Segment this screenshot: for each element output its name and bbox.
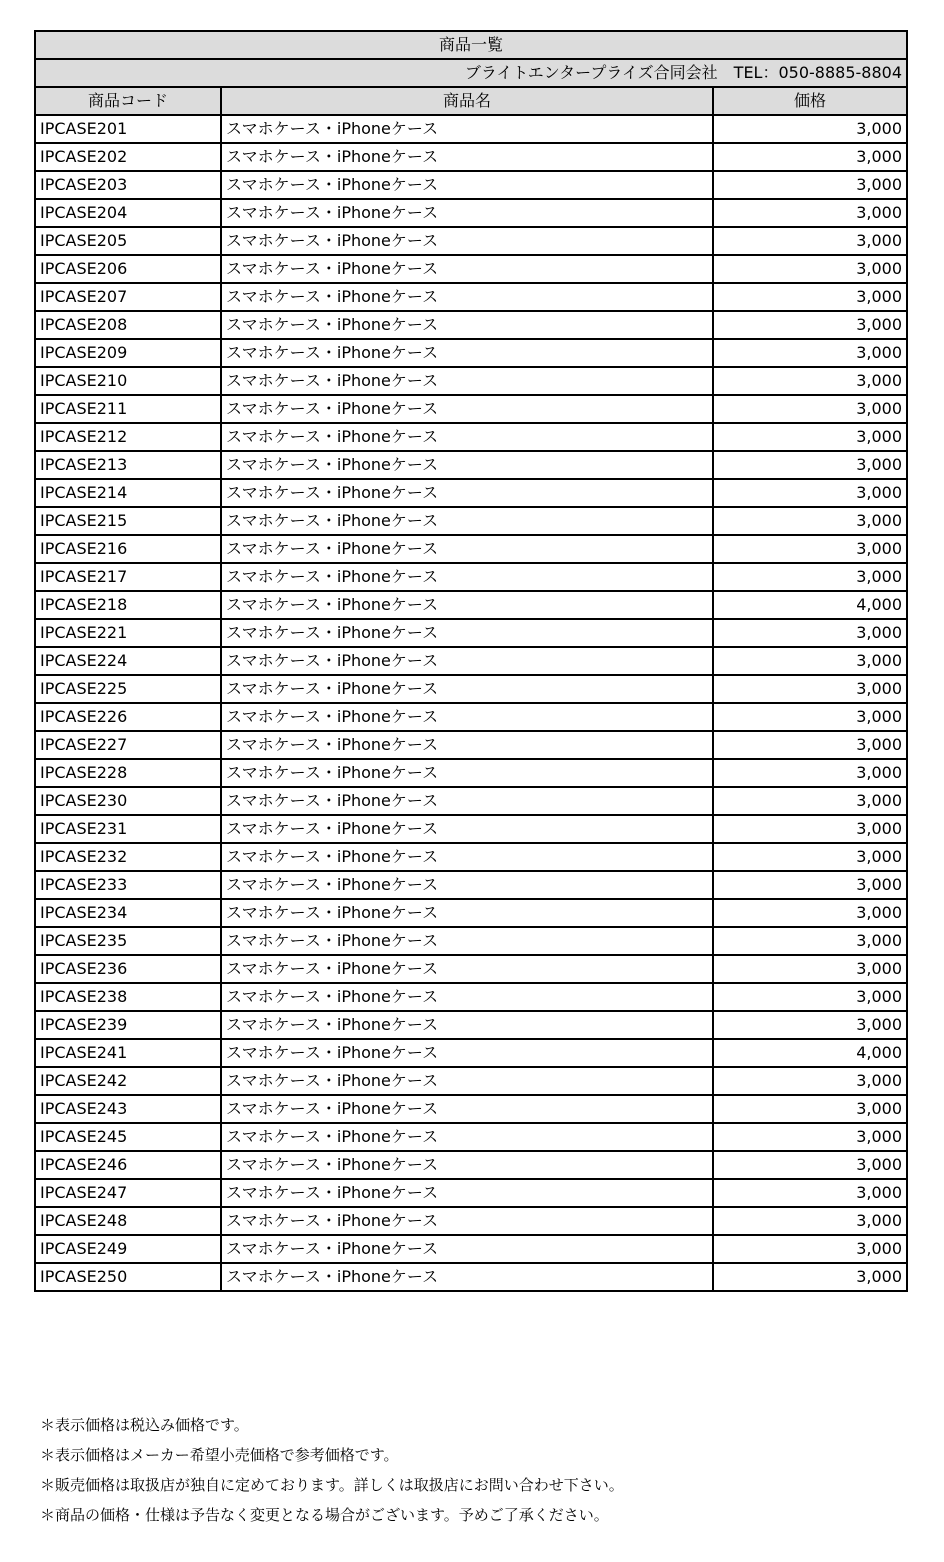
- price-cell: 3,000: [713, 675, 907, 703]
- table-row: [35, 955, 907, 983]
- table-row: [35, 311, 907, 339]
- price-cell: 3,000: [713, 1263, 907, 1291]
- product-name-cell: スマホケース・iPhoneケース: [221, 787, 713, 815]
- price-cell: 4,000: [713, 591, 907, 619]
- price-cell: 3,000: [713, 535, 907, 563]
- product-name-cell: スマホケース・iPhoneケース: [221, 115, 713, 143]
- table-row: [35, 255, 907, 283]
- table-row: [35, 647, 907, 675]
- product-code-cell: IPCASE227: [35, 731, 221, 759]
- product-code-cell: IPCASE242: [35, 1067, 221, 1095]
- table-row: [35, 703, 907, 731]
- note-text: ＊表示価格はメーカー希望小売価格で参考価格です。: [40, 1446, 399, 1464]
- table-row: [35, 367, 907, 395]
- product-code-cell: IPCASE248: [35, 1207, 221, 1235]
- product-name-cell: スマホケース・iPhoneケース: [221, 1263, 713, 1291]
- company-info: ブライトエンタープライズ合同会社 TEL：050-8885-8804: [35, 59, 907, 87]
- product-code-cell: IPCASE250: [35, 1263, 221, 1291]
- product-name-cell: スマホケース・iPhoneケース: [221, 367, 713, 395]
- price-cell: 3,000: [713, 423, 907, 451]
- table-row: [35, 983, 907, 1011]
- table-row: [35, 759, 907, 787]
- header-name: 商品名: [221, 87, 713, 115]
- table-row: [35, 1207, 907, 1235]
- product-name-cell: スマホケース・iPhoneケース: [221, 1123, 713, 1151]
- price-cell: 3,000: [713, 1235, 907, 1263]
- table-row: [35, 1123, 907, 1151]
- table-row: [35, 507, 907, 535]
- table-row: [35, 1235, 907, 1263]
- price-cell: 3,000: [713, 1207, 907, 1235]
- table-row: [35, 451, 907, 479]
- product-name-cell: スマホケース・iPhoneケース: [221, 1067, 713, 1095]
- product-code-cell: IPCASE210: [35, 367, 221, 395]
- notes-section: [40, 1410, 624, 1530]
- product-name-cell: スマホケース・iPhoneケース: [221, 871, 713, 899]
- product-code-cell: IPCASE230: [35, 787, 221, 815]
- price-cell: 3,000: [713, 1179, 907, 1207]
- product-code-cell: IPCASE236: [35, 955, 221, 983]
- product-name-cell: スマホケース・iPhoneケース: [221, 927, 713, 955]
- price-cell: 3,000: [713, 227, 907, 255]
- table-row: [35, 1067, 907, 1095]
- product-code-cell: IPCASE239: [35, 1011, 221, 1039]
- table-row: [35, 843, 907, 871]
- product-code-cell: IPCASE245: [35, 1123, 221, 1151]
- price-cell: 3,000: [713, 843, 907, 871]
- product-code-cell: IPCASE209: [35, 339, 221, 367]
- product-name-cell: スマホケース・iPhoneケース: [221, 983, 713, 1011]
- product-code-cell: IPCASE235: [35, 927, 221, 955]
- product-code-cell: IPCASE246: [35, 1151, 221, 1179]
- product-code-cell: IPCASE232: [35, 843, 221, 871]
- price-cell: 3,000: [713, 1151, 907, 1179]
- table-row: [35, 591, 907, 619]
- table-row: [35, 815, 907, 843]
- table-row: [35, 927, 907, 955]
- product-name-cell: スマホケース・iPhoneケース: [221, 507, 713, 535]
- table-row: [35, 1039, 907, 1067]
- table-title: 商品一覧: [35, 31, 907, 59]
- product-code-cell: IPCASE218: [35, 591, 221, 619]
- product-code-cell: IPCASE213: [35, 451, 221, 479]
- product-code-cell: IPCASE212: [35, 423, 221, 451]
- product-name-cell: スマホケース・iPhoneケース: [221, 395, 713, 423]
- product-name-cell: スマホケース・iPhoneケース: [221, 563, 713, 591]
- price-cell: 3,000: [713, 731, 907, 759]
- product-name-cell: スマホケース・iPhoneケース: [221, 1179, 713, 1207]
- table-row: [35, 283, 907, 311]
- table-row: [35, 199, 907, 227]
- company-row: [35, 59, 907, 87]
- table-row: [35, 395, 907, 423]
- table-row: [35, 563, 907, 591]
- product-name-cell: スマホケース・iPhoneケース: [221, 731, 713, 759]
- product-code-cell: IPCASE241: [35, 1039, 221, 1067]
- table-row: [35, 899, 907, 927]
- table-row: [35, 1151, 907, 1179]
- product-code-cell: IPCASE207: [35, 283, 221, 311]
- product-name-cell: スマホケース・iPhoneケース: [221, 535, 713, 563]
- product-name-cell: スマホケース・iPhoneケース: [221, 451, 713, 479]
- product-name-cell: スマホケース・iPhoneケース: [221, 255, 713, 283]
- product-name-cell: スマホケース・iPhoneケース: [221, 619, 713, 647]
- price-cell: 3,000: [713, 451, 907, 479]
- note-text: ＊表示価格は税込み価格です。: [40, 1416, 249, 1434]
- table-row: [35, 1011, 907, 1039]
- price-cell: 3,000: [713, 367, 907, 395]
- product-name-cell: スマホケース・iPhoneケース: [221, 1207, 713, 1235]
- header-price: 価格: [713, 87, 907, 115]
- price-cell: 3,000: [713, 1095, 907, 1123]
- product-name-cell: スマホケース・iPhoneケース: [221, 227, 713, 255]
- table-row: [35, 619, 907, 647]
- product-code-cell: IPCASE208: [35, 311, 221, 339]
- product-code-cell: IPCASE205: [35, 227, 221, 255]
- product-name-cell: スマホケース・iPhoneケース: [221, 703, 713, 731]
- product-name-cell: スマホケース・iPhoneケース: [221, 815, 713, 843]
- product-code-cell: IPCASE225: [35, 675, 221, 703]
- table-row: [35, 535, 907, 563]
- table-row: [35, 731, 907, 759]
- price-cell: 3,000: [713, 983, 907, 1011]
- table-row: [35, 1263, 907, 1291]
- product-code-cell: IPCASE226: [35, 703, 221, 731]
- product-code-cell: IPCASE231: [35, 815, 221, 843]
- product-code-cell: IPCASE201: [35, 115, 221, 143]
- product-code-cell: IPCASE247: [35, 1179, 221, 1207]
- product-name-cell: スマホケース・iPhoneケース: [221, 1039, 713, 1067]
- product-name-cell: スマホケース・iPhoneケース: [221, 899, 713, 927]
- price-cell: 3,000: [713, 171, 907, 199]
- product-code-cell: IPCASE233: [35, 871, 221, 899]
- product-name-cell: スマホケース・iPhoneケース: [221, 843, 713, 871]
- price-cell: 3,000: [713, 1067, 907, 1095]
- product-name-cell: スマホケース・iPhoneケース: [221, 143, 713, 171]
- price-cell: 3,000: [713, 311, 907, 339]
- product-code-cell: IPCASE228: [35, 759, 221, 787]
- price-cell: 3,000: [713, 479, 907, 507]
- note-text: ＊販売価格は取扱店が独自に定めております。詳しくは取扱店にお問い合わせ下さい。: [40, 1476, 624, 1494]
- product-name-cell: スマホケース・iPhoneケース: [221, 591, 713, 619]
- product-name-cell: スマホケース・iPhoneケース: [221, 647, 713, 675]
- table-row: [35, 339, 907, 367]
- note-text: ＊商品の価格・仕様は予告なく変更となる場合がございます。予めご了承ください。: [40, 1506, 609, 1524]
- product-code-cell: IPCASE206: [35, 255, 221, 283]
- product-name-cell: スマホケース・iPhoneケース: [221, 1151, 713, 1179]
- header-row: [35, 87, 907, 115]
- price-cell: 3,000: [713, 871, 907, 899]
- price-cell: 3,000: [713, 619, 907, 647]
- table-row: [35, 1095, 907, 1123]
- price-cell: 3,000: [713, 1123, 907, 1151]
- product-name-cell: スマホケース・iPhoneケース: [221, 759, 713, 787]
- table-row: [35, 479, 907, 507]
- product-name-cell: スマホケース・iPhoneケース: [221, 283, 713, 311]
- product-name-cell: スマホケース・iPhoneケース: [221, 955, 713, 983]
- product-name-cell: スマホケース・iPhoneケース: [221, 311, 713, 339]
- table-row: [35, 787, 907, 815]
- product-code-cell: IPCASE215: [35, 507, 221, 535]
- product-code-cell: IPCASE221: [35, 619, 221, 647]
- price-cell: 3,000: [713, 647, 907, 675]
- price-cell: 3,000: [713, 395, 907, 423]
- product-code-cell: IPCASE211: [35, 395, 221, 423]
- price-cell: 3,000: [713, 255, 907, 283]
- product-name-cell: スマホケース・iPhoneケース: [221, 423, 713, 451]
- product-code-cell: IPCASE249: [35, 1235, 221, 1263]
- product-code-cell: IPCASE214: [35, 479, 221, 507]
- product-code-cell: IPCASE238: [35, 983, 221, 1011]
- product-code-cell: IPCASE216: [35, 535, 221, 563]
- product-code-cell: IPCASE217: [35, 563, 221, 591]
- product-table: [34, 30, 908, 1292]
- product-name-cell: スマホケース・iPhoneケース: [221, 171, 713, 199]
- price-cell: 3,000: [713, 787, 907, 815]
- price-cell: 3,000: [713, 703, 907, 731]
- product-name-cell: スマホケース・iPhoneケース: [221, 1011, 713, 1039]
- price-cell: 3,000: [713, 563, 907, 591]
- price-cell: 3,000: [713, 759, 907, 787]
- title-row: [35, 31, 907, 59]
- table-row: [35, 871, 907, 899]
- price-cell: 3,000: [713, 955, 907, 983]
- product-name-cell: スマホケース・iPhoneケース: [221, 1235, 713, 1263]
- table-row: [35, 171, 907, 199]
- product-code-cell: IPCASE202: [35, 143, 221, 171]
- table-row: [35, 143, 907, 171]
- product-name-cell: スマホケース・iPhoneケース: [221, 675, 713, 703]
- price-cell: 3,000: [713, 927, 907, 955]
- product-name-cell: スマホケース・iPhoneケース: [221, 479, 713, 507]
- price-cell: 3,000: [713, 115, 907, 143]
- table-row: [35, 1179, 907, 1207]
- product-name-cell: スマホケース・iPhoneケース: [221, 1095, 713, 1123]
- product-name-cell: スマホケース・iPhoneケース: [221, 199, 713, 227]
- product-code-cell: IPCASE234: [35, 899, 221, 927]
- price-cell: 3,000: [713, 339, 907, 367]
- table-row: [35, 115, 907, 143]
- product-code-cell: IPCASE243: [35, 1095, 221, 1123]
- table-body: [35, 115, 907, 1291]
- table-row: [35, 675, 907, 703]
- header-code: 商品コード: [35, 87, 221, 115]
- table-row: [35, 227, 907, 255]
- table-row: [35, 423, 907, 451]
- price-cell: 3,000: [713, 283, 907, 311]
- product-code-cell: IPCASE204: [35, 199, 221, 227]
- price-cell: 4,000: [713, 1039, 907, 1067]
- price-cell: 3,000: [713, 1011, 907, 1039]
- product-code-cell: IPCASE203: [35, 171, 221, 199]
- price-cell: 3,000: [713, 507, 907, 535]
- price-cell: 3,000: [713, 143, 907, 171]
- price-cell: 3,000: [713, 815, 907, 843]
- product-name-cell: スマホケース・iPhoneケース: [221, 339, 713, 367]
- price-cell: 3,000: [713, 199, 907, 227]
- product-code-cell: IPCASE224: [35, 647, 221, 675]
- price-cell: 3,000: [713, 899, 907, 927]
